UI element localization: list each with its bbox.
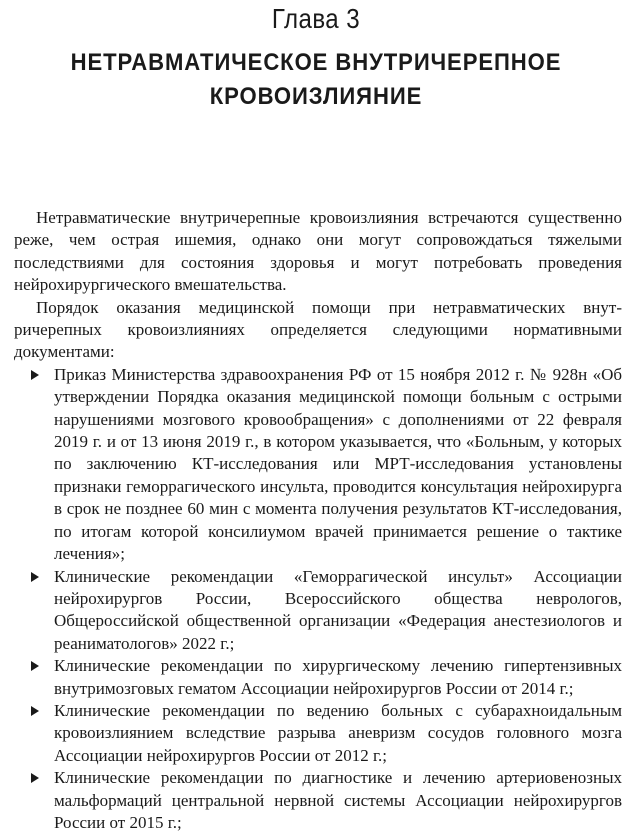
triangle-bullet-icon xyxy=(31,370,39,380)
body-text xyxy=(14,207,622,834)
chapter-title-line-2: КРОВОИЗЛИЯНИЕ xyxy=(209,83,423,110)
list-item xyxy=(54,700,622,767)
list-item-text: Приказ Министерства здравоохранения РФ от 15 ноября 2012 г. № 928н «Об утверждении Порядка оказания медицинской помощи больным с острыми нарушениями мозгового кровообращения» с дополнениями от 22 февраля 2019 г. и от 13 июня 2019 г., в котором указывается, что «Больным, у которых по заключению КТ-исследования или МРТ-исследования установлены признаки геморрагического инсульта, проводится консультация нейрохирурга в срок не позднее 60 мин с момента получения результатов КТ-исследования, по итогам которой консилиумом врачей принимается решение о тактике лечения»; xyxy=(54,364,622,564)
list-item-text: Клинические рекомендации по диагностике и лечению артериовенозных мальформаций центральной нервной системы Ассоциации нейрохирургов России от 2015 г.; xyxy=(54,768,622,832)
list-item xyxy=(54,566,622,656)
triangle-bullet-icon xyxy=(31,706,39,716)
list-item xyxy=(54,655,622,700)
list-item-text: Клинические рекомендации по ведению больных с субарахноидальным кровоизлиянием вследствие разрыва аневризм сосудов головного мозга Ассоциации нейрохирургов России от 2012 г.; xyxy=(54,700,622,765)
documents-list xyxy=(14,364,622,835)
list-item xyxy=(54,364,622,566)
triangle-bullet-icon xyxy=(31,572,39,582)
documents-paragraph: Порядок оказания медицинской помощи при нетравматических внутричерепных кровоизлияниях определяется следующими нормативными документами: xyxy=(14,297,622,362)
list-item xyxy=(54,767,622,834)
triangle-bullet-icon xyxy=(31,773,39,783)
list-item-text: Клинические рекомендации по хирургическому лечению гипертензивных внутримозговых гематом Ассоциации нейрохирургов России от 2014 г.; xyxy=(54,656,622,698)
chapter-heading: Глава 3 xyxy=(271,3,361,34)
triangle-bullet-icon xyxy=(31,661,39,671)
list-item-text: Клинические рекомендации «Геморрагической инсульт» Ассоциации нейрохирургов России, Всероссийского общества неврологов, Общероссийской общественной организации «Федерация анестезиологов и реаниматологов» 2022 г.; xyxy=(54,566,622,653)
intro-paragraph: Нетравматические внутричерепные кровоизлияния встречаются существенно реже, чем острая ишемия, однако они могут сопровождаться тяжелыми последствиями для состояния здоровья и могут потребовать проведения нейрохирургического вмешательства. xyxy=(14,208,622,295)
chapter-title xyxy=(25,46,606,114)
chapter-title-line-1: НЕТРАВМАТИЧЕСКОЕ ВНУТРИЧЕРЕПНОЕ xyxy=(70,49,562,76)
